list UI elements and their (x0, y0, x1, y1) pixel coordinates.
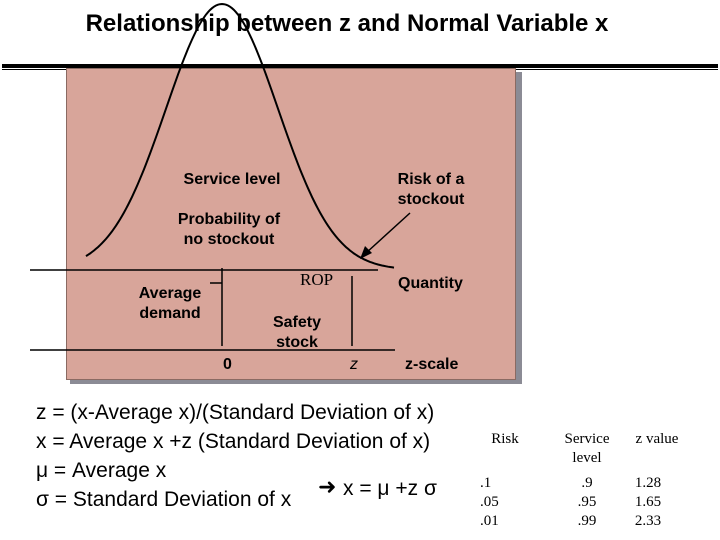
z-value: 2.33 (634, 513, 662, 529)
z-value: 1.28 (634, 475, 662, 491)
right-arrow-icon: ➜ (318, 474, 337, 499)
result-formula: x = μ +z σ (343, 477, 437, 500)
page-title: Relationship between z and Normal Variable x (85, 10, 609, 37)
quantity-label: Quantity (398, 275, 463, 292)
safety-stock-label: Safety stock (272, 314, 322, 351)
risk-values (480, 474, 500, 531)
service-value: .95 (577, 494, 597, 510)
formula-x: x = Average x +z (Standard Deviation of x) (36, 430, 431, 453)
rop-label: ROP (300, 270, 334, 289)
probability-label: Probability of no stockout (177, 211, 281, 248)
service-value: .99 (577, 513, 597, 529)
risk-arrow (366, 213, 410, 253)
z-value: 1.65 (634, 494, 662, 510)
risk-value: .05 (480, 494, 499, 510)
formula-sigma: σ = Standard Deviation of x (36, 488, 292, 511)
service-values (549, 474, 625, 531)
formula-z: z = (x-Average x)/(Standard Deviation of x) (36, 401, 435, 424)
z-values (626, 474, 670, 531)
service-column (549, 430, 625, 468)
risk-header: Risk (491, 431, 519, 447)
z-header: z value (635, 431, 679, 447)
z-scale-label: z-scale (405, 356, 459, 373)
zero-label: 0 (223, 356, 232, 373)
z-label: z (350, 356, 358, 373)
risk-value: .01 (480, 513, 499, 529)
formula-mu: μ = Average x (36, 459, 167, 482)
average-demand-label: Average demand (138, 285, 202, 322)
z-column (626, 430, 688, 449)
risk-column (480, 430, 530, 449)
risk-arrowhead-icon (360, 246, 372, 259)
service-level-label: Service level (183, 171, 281, 188)
risk-value: .1 (480, 475, 492, 491)
risk-label: Risk of a stockout (397, 171, 465, 208)
service-value: .9 (581, 475, 593, 491)
service-header: Service level (564, 431, 610, 466)
